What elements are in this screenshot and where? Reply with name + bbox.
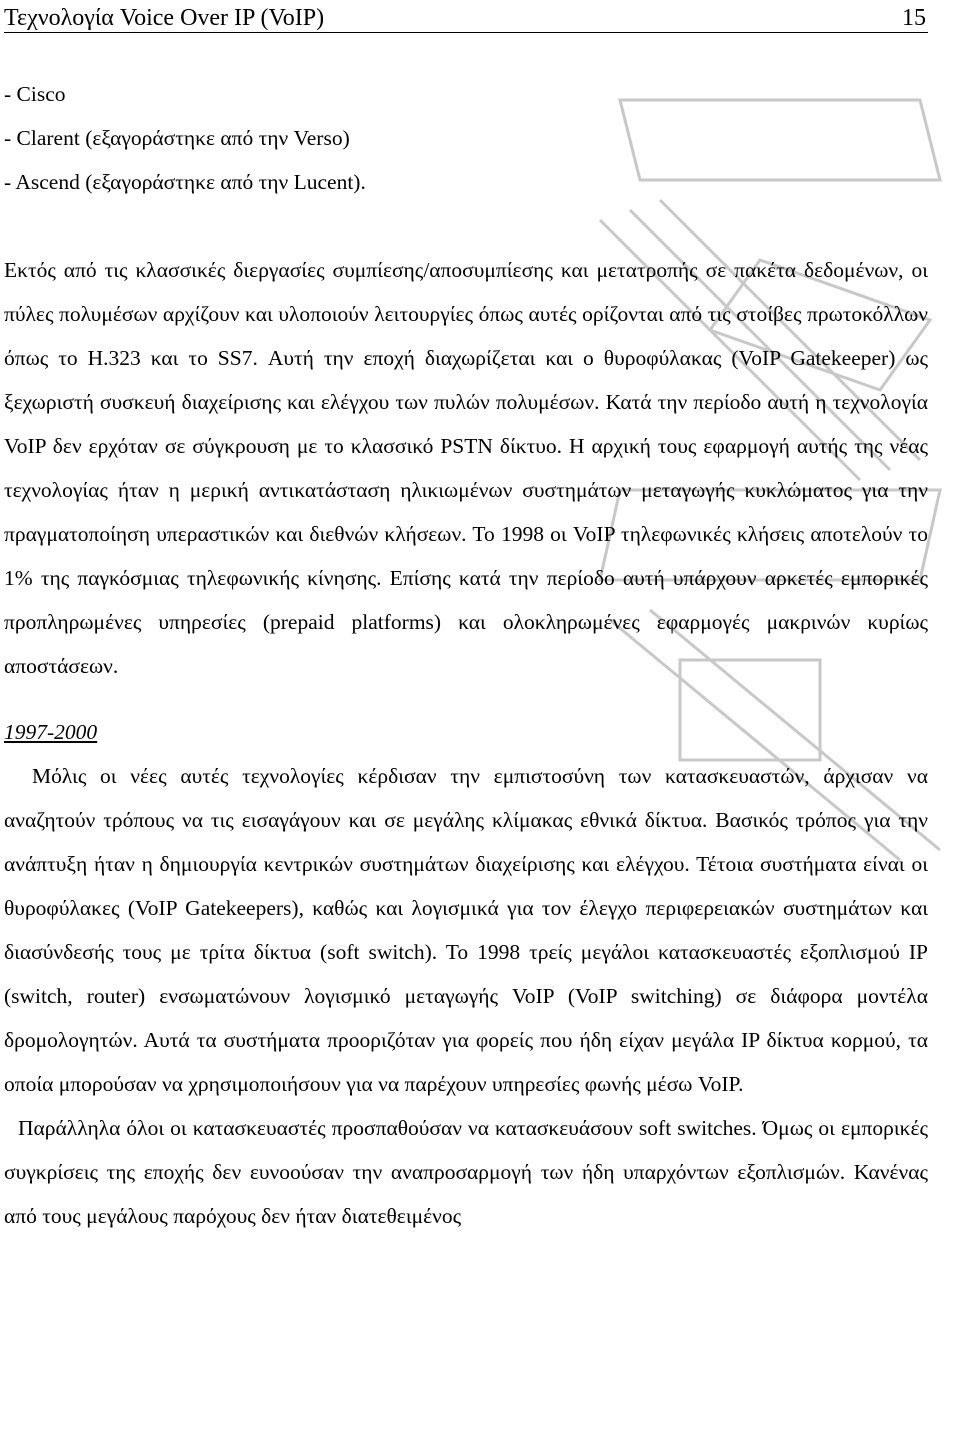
header-title: Τεχνολογία Voice Over IP (VoIP) xyxy=(4,5,325,31)
paragraph-1997-2000: Μόλις οι νέες αυτές τεχνολογίες κέρδισαν την εμπιστοσύνη των κατασκευαστών, άρχισαν να αναζητούν τρόπους να τις εισαγάγουν και σε μεγάλης κλίμακας εθνικά δίκτυα. Βασικός τρόπος για την ανάπτυξη ήταν η δημιουργία κεντρικών συστημάτων διαχείρισης και ελέγχου. Τέτοια συστήματα είναι οι θυροφύλακες (VoIP Gatekeepers), καθώς και λογισμικά για τον έλεγχο περιφερειακών συστημάτων και διασύνδεσής τους με τρίτα δίκτυα (soft switch). Το 1998 τρείς μεγάλοι κατασκευαστές εξοπλισμού IP (switch, router) ενσωματώνουν λογισμικό μεταγωγής VoIP (VoIP switching) σε διάφορα μοντέλα δρομολογητών. Αυτά τα συστήματα προοριζόταν για φορείς που ήδη είχαν μεγάλα IP δίκτυα κορμού, τα οποία μπορούσαν να χρησιμοποιήσουν για να παρέχουν υπηρεσίες φωνής μέσω VoIP. xyxy=(4,764,928,1096)
section-heading-1997-2000: 1997-2000 xyxy=(4,720,98,744)
paragraph-softswitches: Παράλληλα όλοι οι κατασκευαστές προσπαθούσαν να κατασκευάσουν soft switches. Όμως οι εμπορικές συγκρίσεις της εποχής δεν ευνοούσαν την αναπροσαρμογή των ήδη υπαρχόντων εξοπλισμών. Κανένας από τους μεγάλους παρόχους δεν ήταν διατεθειμένος xyxy=(4,1116,928,1228)
list-item: - Clarent (εξαγοράστηκε από την Verso) xyxy=(4,126,350,150)
list-item: - Ascend (εξαγοράστηκε από την Lucent). xyxy=(4,170,366,194)
document-body xyxy=(4,72,928,1238)
page-header xyxy=(4,2,928,33)
paragraph-gateways: Εκτός από τις κλασσικές διεργασίες συμπίεσης/αποσυμπίεσης και μετατροπής σε πακέτα δεδομένων, οι πύλες πολυμέσων αρχίζουν και υλοποιούν λειτουργίες όπως αυτές ορίζονται από τις στοίβες πρωτοκόλλων όπως το H.323 και το SS7. Αυτή την εποχή διαχωρίζεται και ο θυροφύλακας (VoIP Gatekeeper) ως ξεχωριστή συσκευή διαχείρισης και ελέγχου των πυλών πολυμέσων. Κατά την περίοδο αυτή η τεχνολογία VoIP δεν ερχόταν σε σύγκρουση με το κλασσικό PSTN δίκτυο. Η αρχική τους εφαρμογή αυτής της νέας τεχνολογίας ήταν η μερική αντικατάσταση ηλικιωμένων συστημάτων μεταγωγής κυκλώματος για την πραγματοποίηση υπεραστικών και διεθνών κλήσεων. Το 1998 οι VoIP τηλεφωνικές κλήσεις αποτελούν το 1% της παγκόσμιας τηλεφωνικής κίνησης. Επίσης κατά την περίοδο αυτή υπάρχουν αρκετές εμπορικές προπληρωμένες υπηρεσίες (prepaid platforms) και ολοκληρωμένες εφαρμογές μακρινών κυρίως αποστάσεων. xyxy=(4,258,928,678)
list-item: - Cisco xyxy=(4,82,66,106)
page-number: 15 xyxy=(902,5,926,31)
